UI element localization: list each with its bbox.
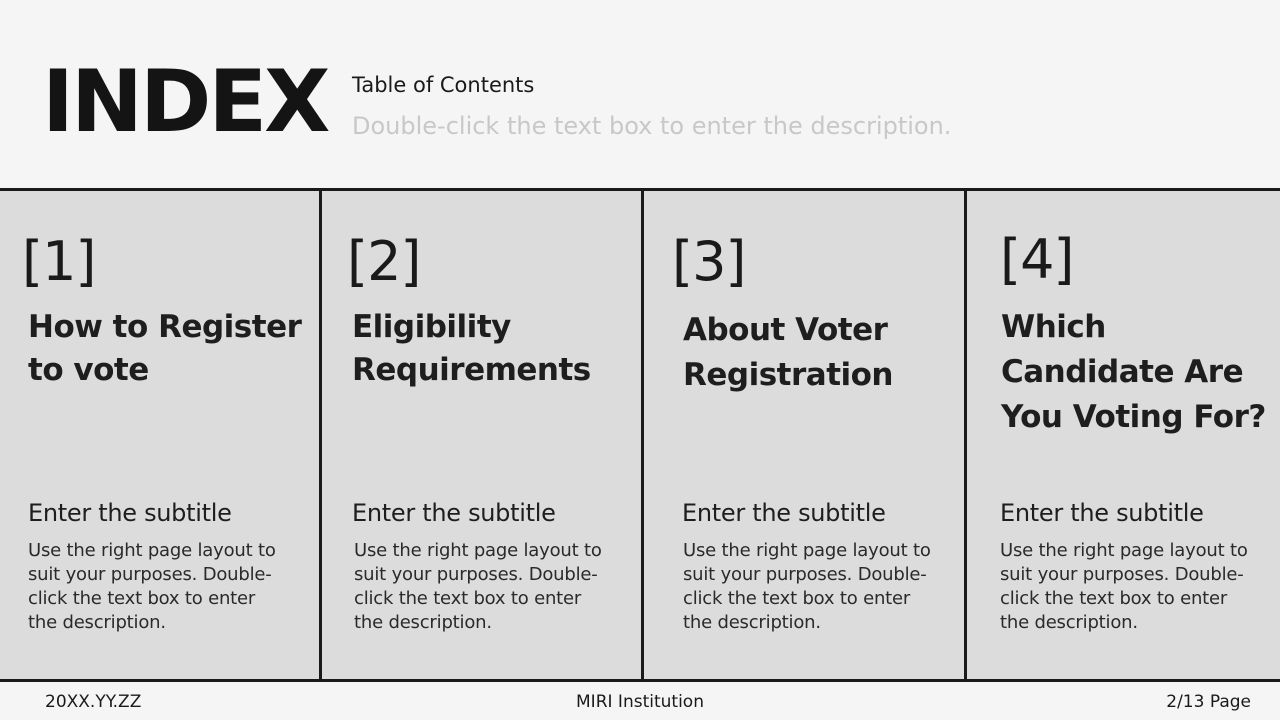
footer-date[interactable]: 20XX.YY.ZZ	[45, 692, 142, 712]
section-panel-2	[322, 191, 641, 679]
section-heading[interactable]: About Voter Registration	[683, 312, 894, 393]
footer-organization[interactable]: MIRI Institution	[576, 692, 704, 712]
section-heading[interactable]: How to Register to vote	[28, 309, 302, 388]
section-description[interactable]: Use the right page layout to suit your purposes. Double-click the text box to enter the description.	[28, 540, 276, 633]
section-subtitle[interactable]: Enter the subtitle	[682, 499, 886, 527]
section-description[interactable]: Use the right page layout to suit your purposes. Double-click the text box to enter the description.	[683, 540, 931, 633]
section-subtitle[interactable]: Enter the subtitle	[28, 499, 232, 527]
section-number[interactable]: [4]	[1000, 228, 1074, 291]
section-panel-3	[644, 191, 964, 679]
section-panel-4	[967, 191, 1280, 679]
section-heading[interactable]: Which Candidate Are You Voting For?	[1001, 309, 1266, 435]
description-placeholder[interactable]: Double-click the text box to enter the description.	[352, 112, 952, 140]
section-panel-1	[0, 191, 319, 679]
section-number[interactable]: [1]	[22, 230, 96, 293]
page-title[interactable]: INDEX	[42, 52, 328, 152]
footer	[0, 682, 1280, 720]
header	[0, 0, 1280, 189]
section-subtitle[interactable]: Enter the subtitle	[352, 499, 556, 527]
section-number[interactable]: [2]	[347, 230, 421, 293]
section-description[interactable]: Use the right page layout to suit your purposes. Double-click the text box to enter the description.	[1000, 540, 1248, 633]
page-number[interactable]: 2/13 Page	[1166, 692, 1251, 712]
contents-panels	[0, 188, 1280, 682]
section-number[interactable]: [3]	[672, 230, 746, 293]
table-of-contents-label[interactable]: Table of Contents	[352, 73, 535, 97]
section-subtitle[interactable]: Enter the subtitle	[1000, 499, 1204, 527]
section-description[interactable]: Use the right page layout to suit your purposes. Double-click the text box to enter the description.	[354, 540, 602, 633]
section-heading[interactable]: Eligibility Requirements	[352, 309, 591, 388]
